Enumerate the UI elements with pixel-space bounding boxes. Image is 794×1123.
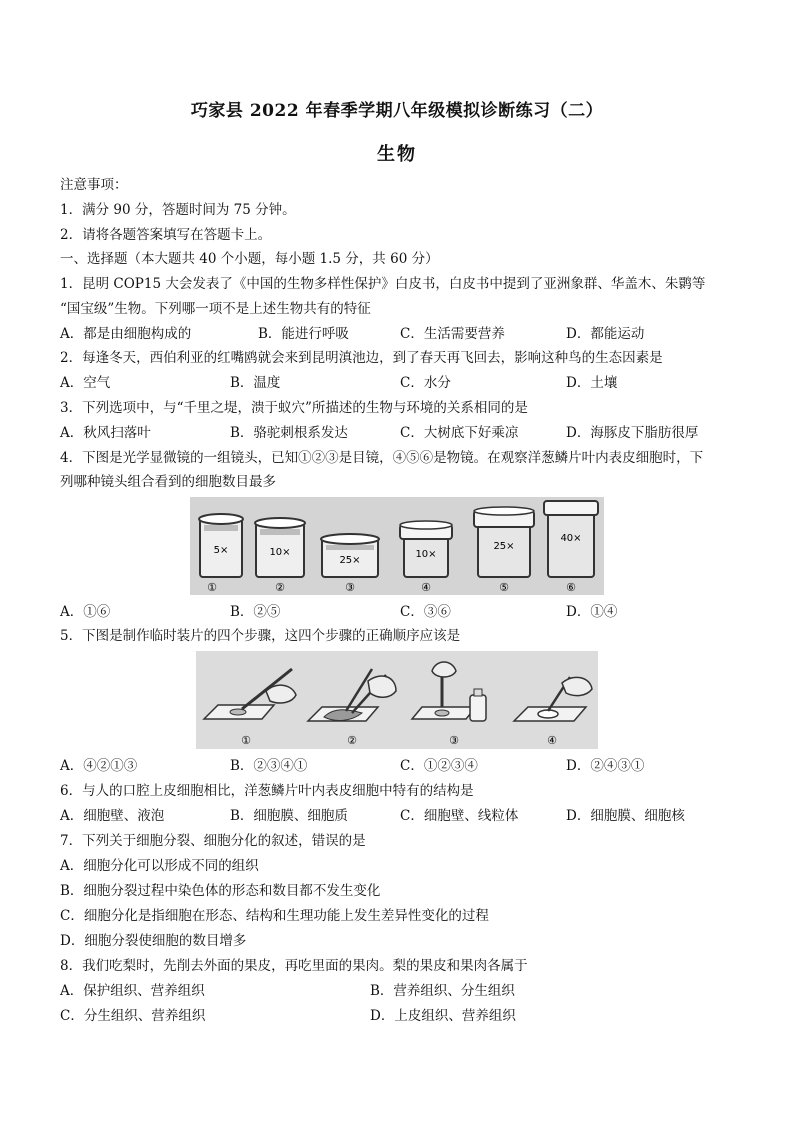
q5-option-d: D．②④③① (566, 758, 645, 774)
q2-option-b: B．温度 (230, 375, 281, 391)
q1-option-a: A．都是由细胞构成的 (60, 326, 192, 342)
lens-number: ⑥ (566, 581, 576, 594)
lens-magnification: 25× (339, 555, 361, 566)
note-item: 1．满分 90 分，答题时间为 75 分钟。 (60, 202, 296, 218)
exam-subject: 生物 (377, 144, 417, 165)
exam-title: 巧家县 2022 年春季学期八年级模拟诊断练习（二） (190, 101, 604, 121)
microscope-lenses-figure (190, 497, 604, 595)
q3-option-d: D．海豚皮下脂肪很厚 (566, 425, 699, 441)
q7-stem: 7．下列关于细胞分裂、细胞分化的叙述，错误的是 (60, 833, 366, 849)
q5-option-a: A．④②①③ (60, 758, 138, 774)
q7-option-b: B．细胞分裂过程中染色体的形态和数目都不发生变化 (60, 883, 381, 899)
lens-number: ④ (421, 581, 431, 594)
q4-stem: 列哪种镜头组合看到的细胞数目最多 (60, 474, 276, 490)
lens-magnification: 10× (269, 547, 291, 558)
q3-option-c: C．大树底下好乘凉 (400, 425, 519, 441)
q4-option-b: B．②⑤ (230, 604, 281, 620)
q1-option-b: B．能进行呼吸 (258, 326, 349, 342)
q4-option-d: D．①④ (566, 604, 618, 620)
lens-magnification: 25× (493, 541, 515, 552)
q4-option-c: C．③⑥ (400, 604, 451, 620)
q8-option-b: B．营养组织、分生组织 (370, 983, 515, 999)
q7-option-d: D．细胞分裂使细胞的数目增多 (60, 933, 247, 949)
q6-option-c: C．细胞壁、线粒体 (400, 808, 519, 824)
q8-option-a: A．保护组织、营养组织 (60, 983, 205, 999)
slide-steps-svg (196, 651, 598, 749)
q3-option-a: A．秋风扫落叶 (60, 425, 151, 441)
notes-heading: 注意事项： (60, 177, 128, 193)
q3-stem: 3．下列选项中，与“千里之堤，溃于蚁穴”所描述的生物与环境的关系相同的是 (60, 400, 528, 416)
q4-stem: 4．下图是光学显微镜的一组镜头，已知①②③是目镜，④⑤⑥是物镜。在观察洋葱鳞片叶内表皮细胞时，下 (60, 450, 704, 466)
q1-option-d: D．都能运动 (566, 326, 645, 342)
q2-option-d: D．土壤 (566, 375, 618, 391)
q2-stem: 2．每逢冬天，西伯利亚的红嘴鸥就会来到昆明滇池边，到了春天再飞回去，影响这种鸟的生态因素是 (60, 350, 663, 366)
q5-option-c: C．①②③④ (400, 758, 478, 774)
slide-preparation-figure (196, 651, 598, 749)
q1-stem: 1．昆明 COP15 大会发表了《中国的生物多样性保护》白皮书，白皮书中提到了亚洲象群、华盖木、朱鹮等 (60, 276, 706, 292)
lens-number: ⑤ (499, 581, 509, 594)
step-number: ④ (547, 734, 557, 747)
q4-option-a: A．①⑥ (60, 604, 111, 620)
q1-option-c: C．生活需要营养 (400, 326, 505, 342)
q8-option-c: C．分生组织、营养组织 (60, 1008, 206, 1024)
q6-option-d: D．细胞膜、细胞核 (566, 808, 685, 824)
note-item: 2．请将各题答案填写在答题卡上。 (60, 227, 272, 243)
q6-option-b: B．细胞膜、细胞质 (230, 808, 348, 824)
q7-option-c: C．细胞分化是指细胞在形态、结构和生理功能上发生差异性变化的过程 (60, 908, 489, 924)
lens-magnification: 5× (213, 545, 229, 556)
q8-stem: 8．我们吃梨时，先削去外面的果皮，再吃里面的果肉。梨的果皮和果肉各属于 (60, 958, 528, 974)
lens-number: ① (207, 581, 217, 594)
q6-option-a: A．细胞壁、液泡 (60, 808, 165, 824)
q5-option-b: B．②③④① (230, 758, 308, 774)
lens-set-svg (190, 497, 604, 595)
q8-option-d: D．上皮组织、营养组织 (370, 1008, 516, 1024)
lens-number: ③ (345, 581, 355, 594)
step-number: ③ (449, 734, 459, 747)
section-heading: 一、选择题（本大题共 40 个小题，每小题 1.5 分，共 60 分） (60, 251, 439, 267)
step-number: ② (347, 734, 357, 747)
q6-stem: 6．与人的口腔上皮细胞相比，洋葱鳞片叶内表皮细胞中特有的结构是 (60, 783, 474, 799)
step-number: ① (241, 734, 251, 747)
q1-stem: “国宝级”生物。下列哪一项不是上述生物共有的特征 (60, 301, 371, 317)
lens-magnification: 40× (560, 533, 582, 544)
q3-option-b: B．骆驼刺根系发达 (230, 425, 348, 441)
q7-option-a: A．细胞分化可以形成不同的组织 (60, 858, 259, 874)
q5-stem: 5．下图是制作临时装片的四个步骤，这四个步骤的正确顺序应该是 (60, 628, 461, 644)
lens-number: ② (275, 581, 285, 594)
lens-magnification: 10× (415, 549, 437, 560)
q2-option-c: C．水分 (400, 375, 451, 391)
q2-option-a: A．空气 (60, 375, 111, 391)
